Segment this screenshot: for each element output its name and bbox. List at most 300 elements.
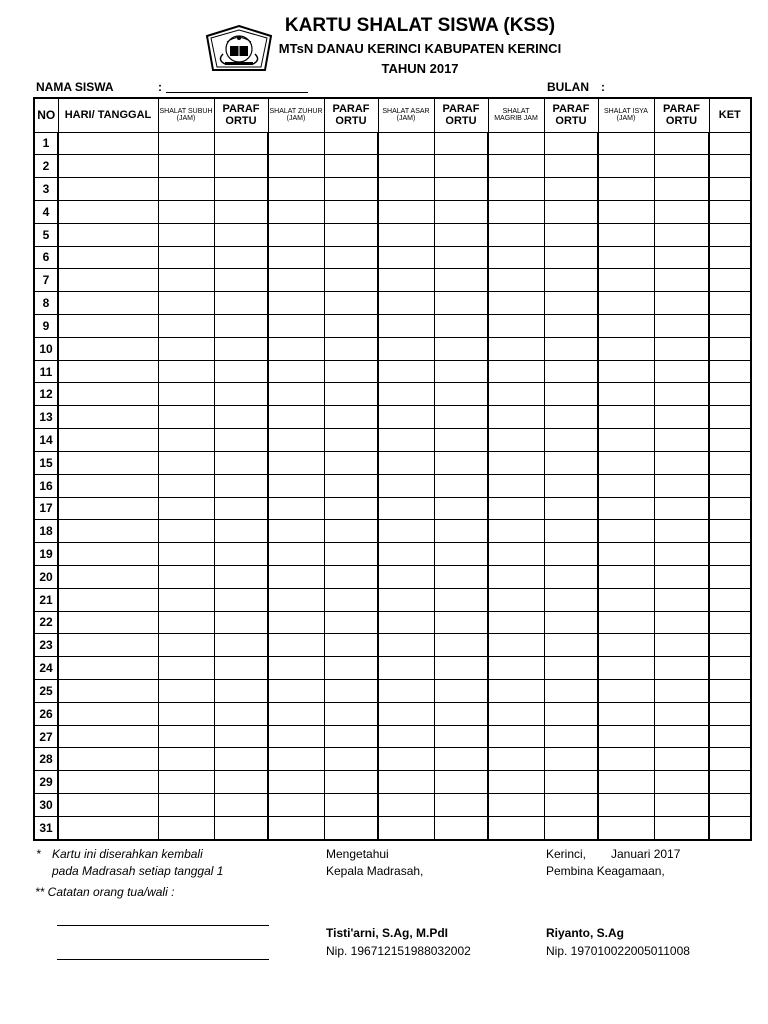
ket-cell[interactable] <box>709 588 751 611</box>
zuhur-time-cell[interactable] <box>268 474 324 497</box>
paraf-cell[interactable] <box>434 178 488 201</box>
paraf-cell[interactable] <box>214 429 268 452</box>
subuh-time-cell[interactable] <box>158 497 214 520</box>
paraf-cell[interactable] <box>434 429 488 452</box>
paraf-cell[interactable] <box>544 657 598 680</box>
day-date-cell[interactable] <box>58 816 158 840</box>
paraf-cell[interactable] <box>434 223 488 246</box>
subuh-time-cell[interactable] <box>158 178 214 201</box>
magrib-time-cell[interactable] <box>488 771 544 794</box>
zuhur-time-cell[interactable] <box>268 360 324 383</box>
magrib-time-cell[interactable] <box>488 406 544 429</box>
zuhur-time-cell[interactable] <box>268 451 324 474</box>
asar-time-cell[interactable] <box>378 588 434 611</box>
isya-time-cell[interactable] <box>598 794 654 817</box>
paraf-cell[interactable] <box>654 794 709 817</box>
paraf-cell[interactable] <box>214 543 268 566</box>
magrib-time-cell[interactable] <box>488 657 544 680</box>
day-date-cell[interactable] <box>58 451 158 474</box>
paraf-cell[interactable] <box>544 565 598 588</box>
paraf-cell[interactable] <box>654 771 709 794</box>
paraf-cell[interactable] <box>214 497 268 520</box>
paraf-cell[interactable] <box>544 451 598 474</box>
asar-time-cell[interactable] <box>378 383 434 406</box>
paraf-cell[interactable] <box>214 178 268 201</box>
isya-time-cell[interactable] <box>598 155 654 178</box>
magrib-time-cell[interactable] <box>488 588 544 611</box>
paraf-cell[interactable] <box>654 155 709 178</box>
asar-time-cell[interactable] <box>378 680 434 703</box>
paraf-cell[interactable] <box>434 269 488 292</box>
paraf-cell[interactable] <box>324 383 378 406</box>
paraf-cell[interactable] <box>324 178 378 201</box>
isya-time-cell[interactable] <box>598 680 654 703</box>
asar-time-cell[interactable] <box>378 155 434 178</box>
zuhur-time-cell[interactable] <box>268 588 324 611</box>
magrib-time-cell[interactable] <box>488 611 544 634</box>
magrib-time-cell[interactable] <box>488 315 544 338</box>
day-date-cell[interactable] <box>58 383 158 406</box>
paraf-cell[interactable] <box>214 132 268 155</box>
paraf-cell[interactable] <box>434 360 488 383</box>
paraf-cell[interactable] <box>324 565 378 588</box>
subuh-time-cell[interactable] <box>158 337 214 360</box>
paraf-cell[interactable] <box>654 200 709 223</box>
paraf-cell[interactable] <box>214 337 268 360</box>
isya-time-cell[interactable] <box>598 611 654 634</box>
paraf-cell[interactable] <box>324 223 378 246</box>
paraf-cell[interactable] <box>434 816 488 840</box>
paraf-cell[interactable] <box>324 702 378 725</box>
zuhur-time-cell[interactable] <box>268 748 324 771</box>
day-date-cell[interactable] <box>58 611 158 634</box>
ket-cell[interactable] <box>709 680 751 703</box>
asar-time-cell[interactable] <box>378 269 434 292</box>
paraf-cell[interactable] <box>324 657 378 680</box>
paraf-cell[interactable] <box>654 360 709 383</box>
day-date-cell[interactable] <box>58 200 158 223</box>
paraf-cell[interactable] <box>324 771 378 794</box>
asar-time-cell[interactable] <box>378 406 434 429</box>
subuh-time-cell[interactable] <box>158 565 214 588</box>
zuhur-time-cell[interactable] <box>268 816 324 840</box>
paraf-cell[interactable] <box>434 794 488 817</box>
ket-cell[interactable] <box>709 132 751 155</box>
ket-cell[interactable] <box>709 794 751 817</box>
ket-cell[interactable] <box>709 155 751 178</box>
paraf-cell[interactable] <box>214 223 268 246</box>
paraf-cell[interactable] <box>544 702 598 725</box>
ket-cell[interactable] <box>709 360 751 383</box>
subuh-time-cell[interactable] <box>158 634 214 657</box>
paraf-cell[interactable] <box>654 292 709 315</box>
asar-time-cell[interactable] <box>378 497 434 520</box>
magrib-time-cell[interactable] <box>488 292 544 315</box>
zuhur-time-cell[interactable] <box>268 269 324 292</box>
student-name-field[interactable] <box>166 92 308 93</box>
paraf-cell[interactable] <box>324 155 378 178</box>
paraf-cell[interactable] <box>214 406 268 429</box>
subuh-time-cell[interactable] <box>158 543 214 566</box>
ket-cell[interactable] <box>709 771 751 794</box>
isya-time-cell[interactable] <box>598 451 654 474</box>
paraf-cell[interactable] <box>324 200 378 223</box>
magrib-time-cell[interactable] <box>488 178 544 201</box>
isya-time-cell[interactable] <box>598 200 654 223</box>
subuh-time-cell[interactable] <box>158 200 214 223</box>
subuh-time-cell[interactable] <box>158 611 214 634</box>
paraf-cell[interactable] <box>544 611 598 634</box>
ket-cell[interactable] <box>709 565 751 588</box>
magrib-time-cell[interactable] <box>488 565 544 588</box>
paraf-cell[interactable] <box>544 588 598 611</box>
paraf-cell[interactable] <box>544 383 598 406</box>
ket-cell[interactable] <box>709 337 751 360</box>
paraf-cell[interactable] <box>654 702 709 725</box>
paraf-cell[interactable] <box>654 429 709 452</box>
paraf-cell[interactable] <box>214 246 268 269</box>
paraf-cell[interactable] <box>544 771 598 794</box>
paraf-cell[interactable] <box>214 634 268 657</box>
paraf-cell[interactable] <box>324 337 378 360</box>
subuh-time-cell[interactable] <box>158 657 214 680</box>
isya-time-cell[interactable] <box>598 246 654 269</box>
zuhur-time-cell[interactable] <box>268 611 324 634</box>
paraf-cell[interactable] <box>324 634 378 657</box>
asar-time-cell[interactable] <box>378 223 434 246</box>
subuh-time-cell[interactable] <box>158 794 214 817</box>
day-date-cell[interactable] <box>58 246 158 269</box>
paraf-cell[interactable] <box>324 588 378 611</box>
day-date-cell[interactable] <box>58 771 158 794</box>
isya-time-cell[interactable] <box>598 634 654 657</box>
isya-time-cell[interactable] <box>598 337 654 360</box>
paraf-cell[interactable] <box>544 223 598 246</box>
paraf-cell[interactable] <box>324 269 378 292</box>
subuh-time-cell[interactable] <box>158 269 214 292</box>
zuhur-time-cell[interactable] <box>268 132 324 155</box>
paraf-cell[interactable] <box>434 337 488 360</box>
zuhur-time-cell[interactable] <box>268 771 324 794</box>
asar-time-cell[interactable] <box>378 702 434 725</box>
asar-time-cell[interactable] <box>378 771 434 794</box>
day-date-cell[interactable] <box>58 748 158 771</box>
subuh-time-cell[interactable] <box>158 315 214 338</box>
asar-time-cell[interactable] <box>378 520 434 543</box>
paraf-cell[interactable] <box>434 497 488 520</box>
ket-cell[interactable] <box>709 474 751 497</box>
magrib-time-cell[interactable] <box>488 474 544 497</box>
paraf-cell[interactable] <box>214 292 268 315</box>
asar-time-cell[interactable] <box>378 292 434 315</box>
magrib-time-cell[interactable] <box>488 702 544 725</box>
ket-cell[interactable] <box>709 497 751 520</box>
paraf-cell[interactable] <box>434 634 488 657</box>
asar-time-cell[interactable] <box>378 565 434 588</box>
day-date-cell[interactable] <box>58 520 158 543</box>
paraf-cell[interactable] <box>434 200 488 223</box>
paraf-cell[interactable] <box>654 816 709 840</box>
zuhur-time-cell[interactable] <box>268 155 324 178</box>
isya-time-cell[interactable] <box>598 292 654 315</box>
paraf-cell[interactable] <box>214 474 268 497</box>
paraf-cell[interactable] <box>214 657 268 680</box>
asar-time-cell[interactable] <box>378 474 434 497</box>
paraf-cell[interactable] <box>214 680 268 703</box>
paraf-cell[interactable] <box>654 543 709 566</box>
zuhur-time-cell[interactable] <box>268 337 324 360</box>
paraf-cell[interactable] <box>214 269 268 292</box>
day-date-cell[interactable] <box>58 178 158 201</box>
parent-notes-line[interactable] <box>57 925 269 926</box>
subuh-time-cell[interactable] <box>158 155 214 178</box>
paraf-cell[interactable] <box>654 132 709 155</box>
isya-time-cell[interactable] <box>598 360 654 383</box>
paraf-cell[interactable] <box>434 657 488 680</box>
isya-time-cell[interactable] <box>598 816 654 840</box>
ket-cell[interactable] <box>709 634 751 657</box>
paraf-cell[interactable] <box>654 337 709 360</box>
ket-cell[interactable] <box>709 748 751 771</box>
zuhur-time-cell[interactable] <box>268 702 324 725</box>
paraf-cell[interactable] <box>654 246 709 269</box>
paraf-cell[interactable] <box>324 132 378 155</box>
ket-cell[interactable] <box>709 406 751 429</box>
magrib-time-cell[interactable] <box>488 132 544 155</box>
magrib-time-cell[interactable] <box>488 794 544 817</box>
asar-time-cell[interactable] <box>378 246 434 269</box>
zuhur-time-cell[interactable] <box>268 565 324 588</box>
paraf-cell[interactable] <box>434 543 488 566</box>
paraf-cell[interactable] <box>214 794 268 817</box>
paraf-cell[interactable] <box>654 315 709 338</box>
isya-time-cell[interactable] <box>598 771 654 794</box>
isya-time-cell[interactable] <box>598 269 654 292</box>
parent-notes-line[interactable] <box>57 959 269 960</box>
ket-cell[interactable] <box>709 246 751 269</box>
paraf-cell[interactable] <box>434 588 488 611</box>
subuh-time-cell[interactable] <box>158 223 214 246</box>
paraf-cell[interactable] <box>324 292 378 315</box>
magrib-time-cell[interactable] <box>488 497 544 520</box>
ket-cell[interactable] <box>709 520 751 543</box>
zuhur-time-cell[interactable] <box>268 429 324 452</box>
subuh-time-cell[interactable] <box>158 429 214 452</box>
isya-time-cell[interactable] <box>598 474 654 497</box>
zuhur-time-cell[interactable] <box>268 634 324 657</box>
paraf-cell[interactable] <box>214 748 268 771</box>
day-date-cell[interactable] <box>58 155 158 178</box>
day-date-cell[interactable] <box>58 315 158 338</box>
paraf-cell[interactable] <box>654 520 709 543</box>
paraf-cell[interactable] <box>214 520 268 543</box>
paraf-cell[interactable] <box>214 588 268 611</box>
paraf-cell[interactable] <box>434 611 488 634</box>
subuh-time-cell[interactable] <box>158 680 214 703</box>
zuhur-time-cell[interactable] <box>268 680 324 703</box>
subuh-time-cell[interactable] <box>158 132 214 155</box>
paraf-cell[interactable] <box>654 611 709 634</box>
paraf-cell[interactable] <box>544 132 598 155</box>
paraf-cell[interactable] <box>544 292 598 315</box>
magrib-time-cell[interactable] <box>488 816 544 840</box>
paraf-cell[interactable] <box>324 794 378 817</box>
zuhur-time-cell[interactable] <box>268 383 324 406</box>
day-date-cell[interactable] <box>58 132 158 155</box>
zuhur-time-cell[interactable] <box>268 178 324 201</box>
magrib-time-cell[interactable] <box>488 543 544 566</box>
paraf-cell[interactable] <box>544 429 598 452</box>
paraf-cell[interactable] <box>214 200 268 223</box>
paraf-cell[interactable] <box>214 383 268 406</box>
paraf-cell[interactable] <box>434 315 488 338</box>
isya-time-cell[interactable] <box>598 429 654 452</box>
paraf-cell[interactable] <box>654 451 709 474</box>
isya-time-cell[interactable] <box>598 223 654 246</box>
paraf-cell[interactable] <box>544 634 598 657</box>
magrib-time-cell[interactable] <box>488 155 544 178</box>
ket-cell[interactable] <box>709 315 751 338</box>
paraf-cell[interactable] <box>214 360 268 383</box>
paraf-cell[interactable] <box>654 178 709 201</box>
isya-time-cell[interactable] <box>598 520 654 543</box>
paraf-cell[interactable] <box>434 155 488 178</box>
isya-time-cell[interactable] <box>598 543 654 566</box>
paraf-cell[interactable] <box>434 292 488 315</box>
paraf-cell[interactable] <box>654 725 709 748</box>
magrib-time-cell[interactable] <box>488 383 544 406</box>
day-date-cell[interactable] <box>58 269 158 292</box>
subuh-time-cell[interactable] <box>158 474 214 497</box>
subuh-time-cell[interactable] <box>158 520 214 543</box>
magrib-time-cell[interactable] <box>488 451 544 474</box>
zuhur-time-cell[interactable] <box>268 657 324 680</box>
paraf-cell[interactable] <box>544 246 598 269</box>
paraf-cell[interactable] <box>434 474 488 497</box>
paraf-cell[interactable] <box>544 543 598 566</box>
subuh-time-cell[interactable] <box>158 725 214 748</box>
paraf-cell[interactable] <box>434 702 488 725</box>
paraf-cell[interactable] <box>654 565 709 588</box>
subuh-time-cell[interactable] <box>158 588 214 611</box>
ket-cell[interactable] <box>709 657 751 680</box>
paraf-cell[interactable] <box>324 474 378 497</box>
asar-time-cell[interactable] <box>378 748 434 771</box>
zuhur-time-cell[interactable] <box>268 794 324 817</box>
magrib-time-cell[interactable] <box>488 520 544 543</box>
subuh-time-cell[interactable] <box>158 748 214 771</box>
paraf-cell[interactable] <box>654 657 709 680</box>
paraf-cell[interactable] <box>654 474 709 497</box>
subuh-time-cell[interactable] <box>158 383 214 406</box>
paraf-cell[interactable] <box>214 725 268 748</box>
paraf-cell[interactable] <box>544 474 598 497</box>
paraf-cell[interactable] <box>654 748 709 771</box>
day-date-cell[interactable] <box>58 634 158 657</box>
paraf-cell[interactable] <box>434 132 488 155</box>
subuh-time-cell[interactable] <box>158 451 214 474</box>
paraf-cell[interactable] <box>324 611 378 634</box>
paraf-cell[interactable] <box>324 816 378 840</box>
paraf-cell[interactable] <box>324 246 378 269</box>
paraf-cell[interactable] <box>324 543 378 566</box>
paraf-cell[interactable] <box>544 816 598 840</box>
asar-time-cell[interactable] <box>378 178 434 201</box>
paraf-cell[interactable] <box>324 360 378 383</box>
day-date-cell[interactable] <box>58 223 158 246</box>
day-date-cell[interactable] <box>58 565 158 588</box>
paraf-cell[interactable] <box>544 337 598 360</box>
paraf-cell[interactable] <box>544 269 598 292</box>
asar-time-cell[interactable] <box>378 725 434 748</box>
paraf-cell[interactable] <box>214 565 268 588</box>
subuh-time-cell[interactable] <box>158 246 214 269</box>
asar-time-cell[interactable] <box>378 657 434 680</box>
zuhur-time-cell[interactable] <box>268 223 324 246</box>
isya-time-cell[interactable] <box>598 497 654 520</box>
isya-time-cell[interactable] <box>598 178 654 201</box>
paraf-cell[interactable] <box>434 520 488 543</box>
zuhur-time-cell[interactable] <box>268 292 324 315</box>
paraf-cell[interactable] <box>544 178 598 201</box>
paraf-cell[interactable] <box>324 429 378 452</box>
paraf-cell[interactable] <box>324 406 378 429</box>
asar-time-cell[interactable] <box>378 315 434 338</box>
ket-cell[interactable] <box>709 611 751 634</box>
paraf-cell[interactable] <box>324 680 378 703</box>
subuh-time-cell[interactable] <box>158 771 214 794</box>
paraf-cell[interactable] <box>324 497 378 520</box>
isya-time-cell[interactable] <box>598 383 654 406</box>
isya-time-cell[interactable] <box>598 406 654 429</box>
paraf-cell[interactable] <box>544 497 598 520</box>
subuh-time-cell[interactable] <box>158 702 214 725</box>
day-date-cell[interactable] <box>58 725 158 748</box>
magrib-time-cell[interactable] <box>488 748 544 771</box>
zuhur-time-cell[interactable] <box>268 725 324 748</box>
isya-time-cell[interactable] <box>598 588 654 611</box>
asar-time-cell[interactable] <box>378 611 434 634</box>
ket-cell[interactable] <box>709 223 751 246</box>
subuh-time-cell[interactable] <box>158 360 214 383</box>
day-date-cell[interactable] <box>58 429 158 452</box>
asar-time-cell[interactable] <box>378 337 434 360</box>
paraf-cell[interactable] <box>434 406 488 429</box>
asar-time-cell[interactable] <box>378 451 434 474</box>
day-date-cell[interactable] <box>58 406 158 429</box>
ket-cell[interactable] <box>709 292 751 315</box>
asar-time-cell[interactable] <box>378 200 434 223</box>
paraf-cell[interactable] <box>434 748 488 771</box>
day-date-cell[interactable] <box>58 680 158 703</box>
day-date-cell[interactable] <box>58 474 158 497</box>
ket-cell[interactable] <box>709 451 751 474</box>
paraf-cell[interactable] <box>434 565 488 588</box>
paraf-cell[interactable] <box>214 702 268 725</box>
ket-cell[interactable] <box>709 725 751 748</box>
paraf-cell[interactable] <box>324 451 378 474</box>
magrib-time-cell[interactable] <box>488 429 544 452</box>
paraf-cell[interactable] <box>434 771 488 794</box>
zuhur-time-cell[interactable] <box>268 497 324 520</box>
ket-cell[interactable] <box>709 178 751 201</box>
asar-time-cell[interactable] <box>378 543 434 566</box>
isya-time-cell[interactable] <box>598 725 654 748</box>
paraf-cell[interactable] <box>544 360 598 383</box>
zuhur-time-cell[interactable] <box>268 520 324 543</box>
paraf-cell[interactable] <box>214 771 268 794</box>
asar-time-cell[interactable] <box>378 794 434 817</box>
